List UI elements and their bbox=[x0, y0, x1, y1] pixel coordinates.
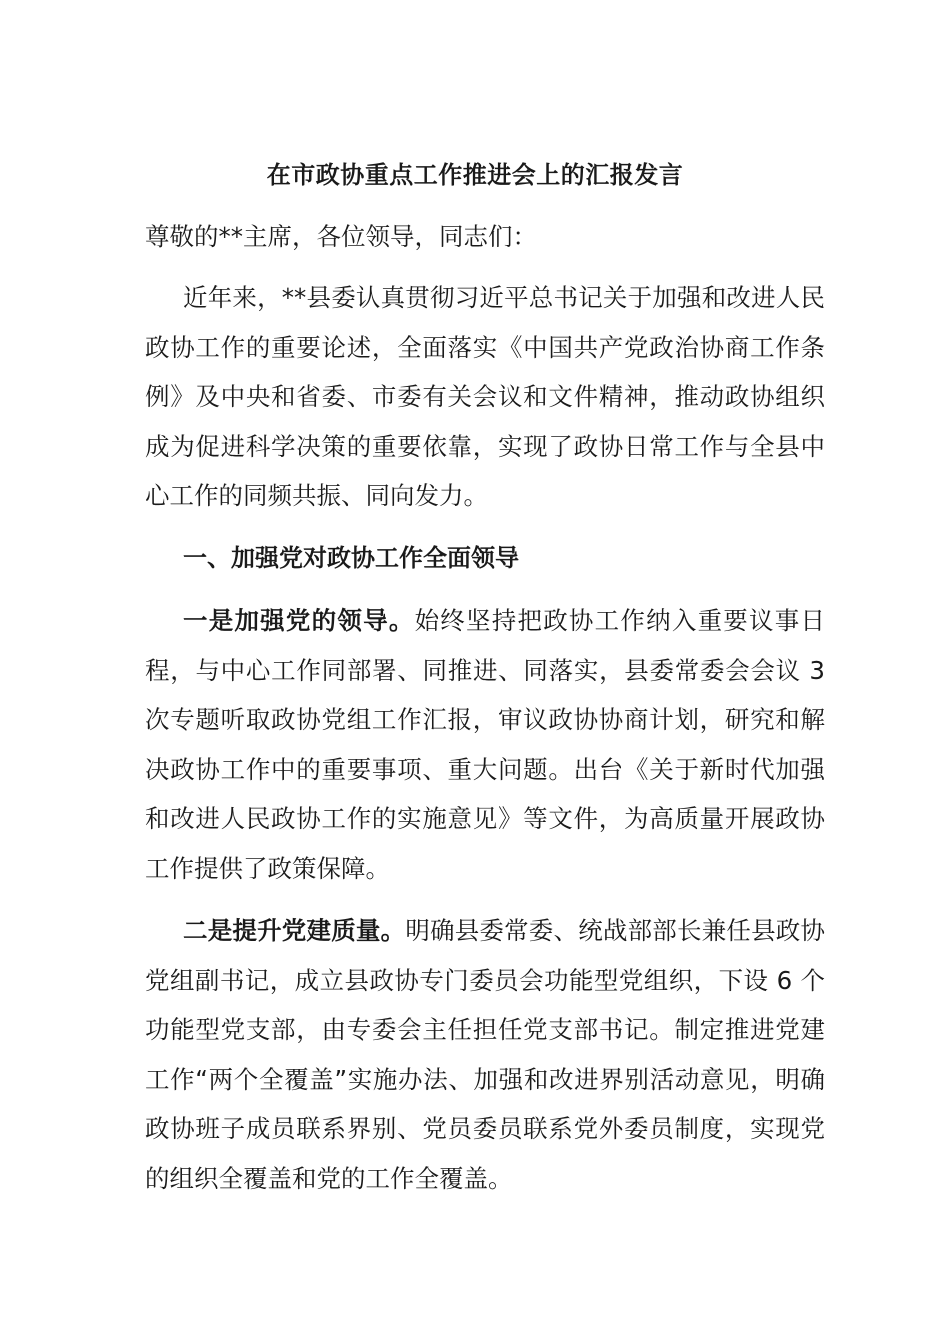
paragraph-item-2 bbox=[145, 906, 825, 1204]
salutation: 尊敬的**主席，各位领导，同志们： bbox=[145, 222, 537, 251]
section-heading: 一、加强党对政协工作全面领导 bbox=[183, 544, 519, 572]
paragraph-lead: 一是加强党的领导。 bbox=[183, 606, 415, 635]
paragraph-lead: 二是提升党建质量。 bbox=[183, 916, 406, 945]
intro-paragraph: 近年来，**县委认真贯彻习近平总书记关于加强和改进人民政协工作的重要论述，全面落实《中国共产党政治协商工作条例》及中央和省委、市委有关会议和文件精神，推动政协组织成为促进科学决策的重要依靠，实现了政协日常工作与全县中心工作的同频共振、同向发力。 bbox=[145, 283, 825, 511]
paragraph-text: 始终坚持把政协工作纳入重要议事日程，与中心工作同部署、同推进、同落实，县委常委会会议 3 次专题听取政协党组工作汇报，审议政协协商计划，研究和解决政协工作中的重要事项、重大问题。出台《关于新时代加强和改进人民政协工作的实施意见》等文件，为高质量开展政协工作提供了政策保障。 bbox=[145, 606, 825, 883]
paragraph-item-1 bbox=[145, 596, 825, 894]
document-title: 在市政协重点工作推进会上的汇报发言 bbox=[266, 161, 684, 189]
paragraph-text: 明确县委常委、统战部部长兼任县政协党组副书记，成立县政协专门委员会功能型党组织，下设 6 个功能型党支部，由专委会主任担任党支部书记。制定推进党建工作“两个全覆盖”实施办法、加强和改进界别活动意见，明确政协班子成员联系界别、党员委员联系党外委员制度，实现党的组织全覆盖和党的工作全覆盖。 bbox=[145, 916, 826, 1193]
